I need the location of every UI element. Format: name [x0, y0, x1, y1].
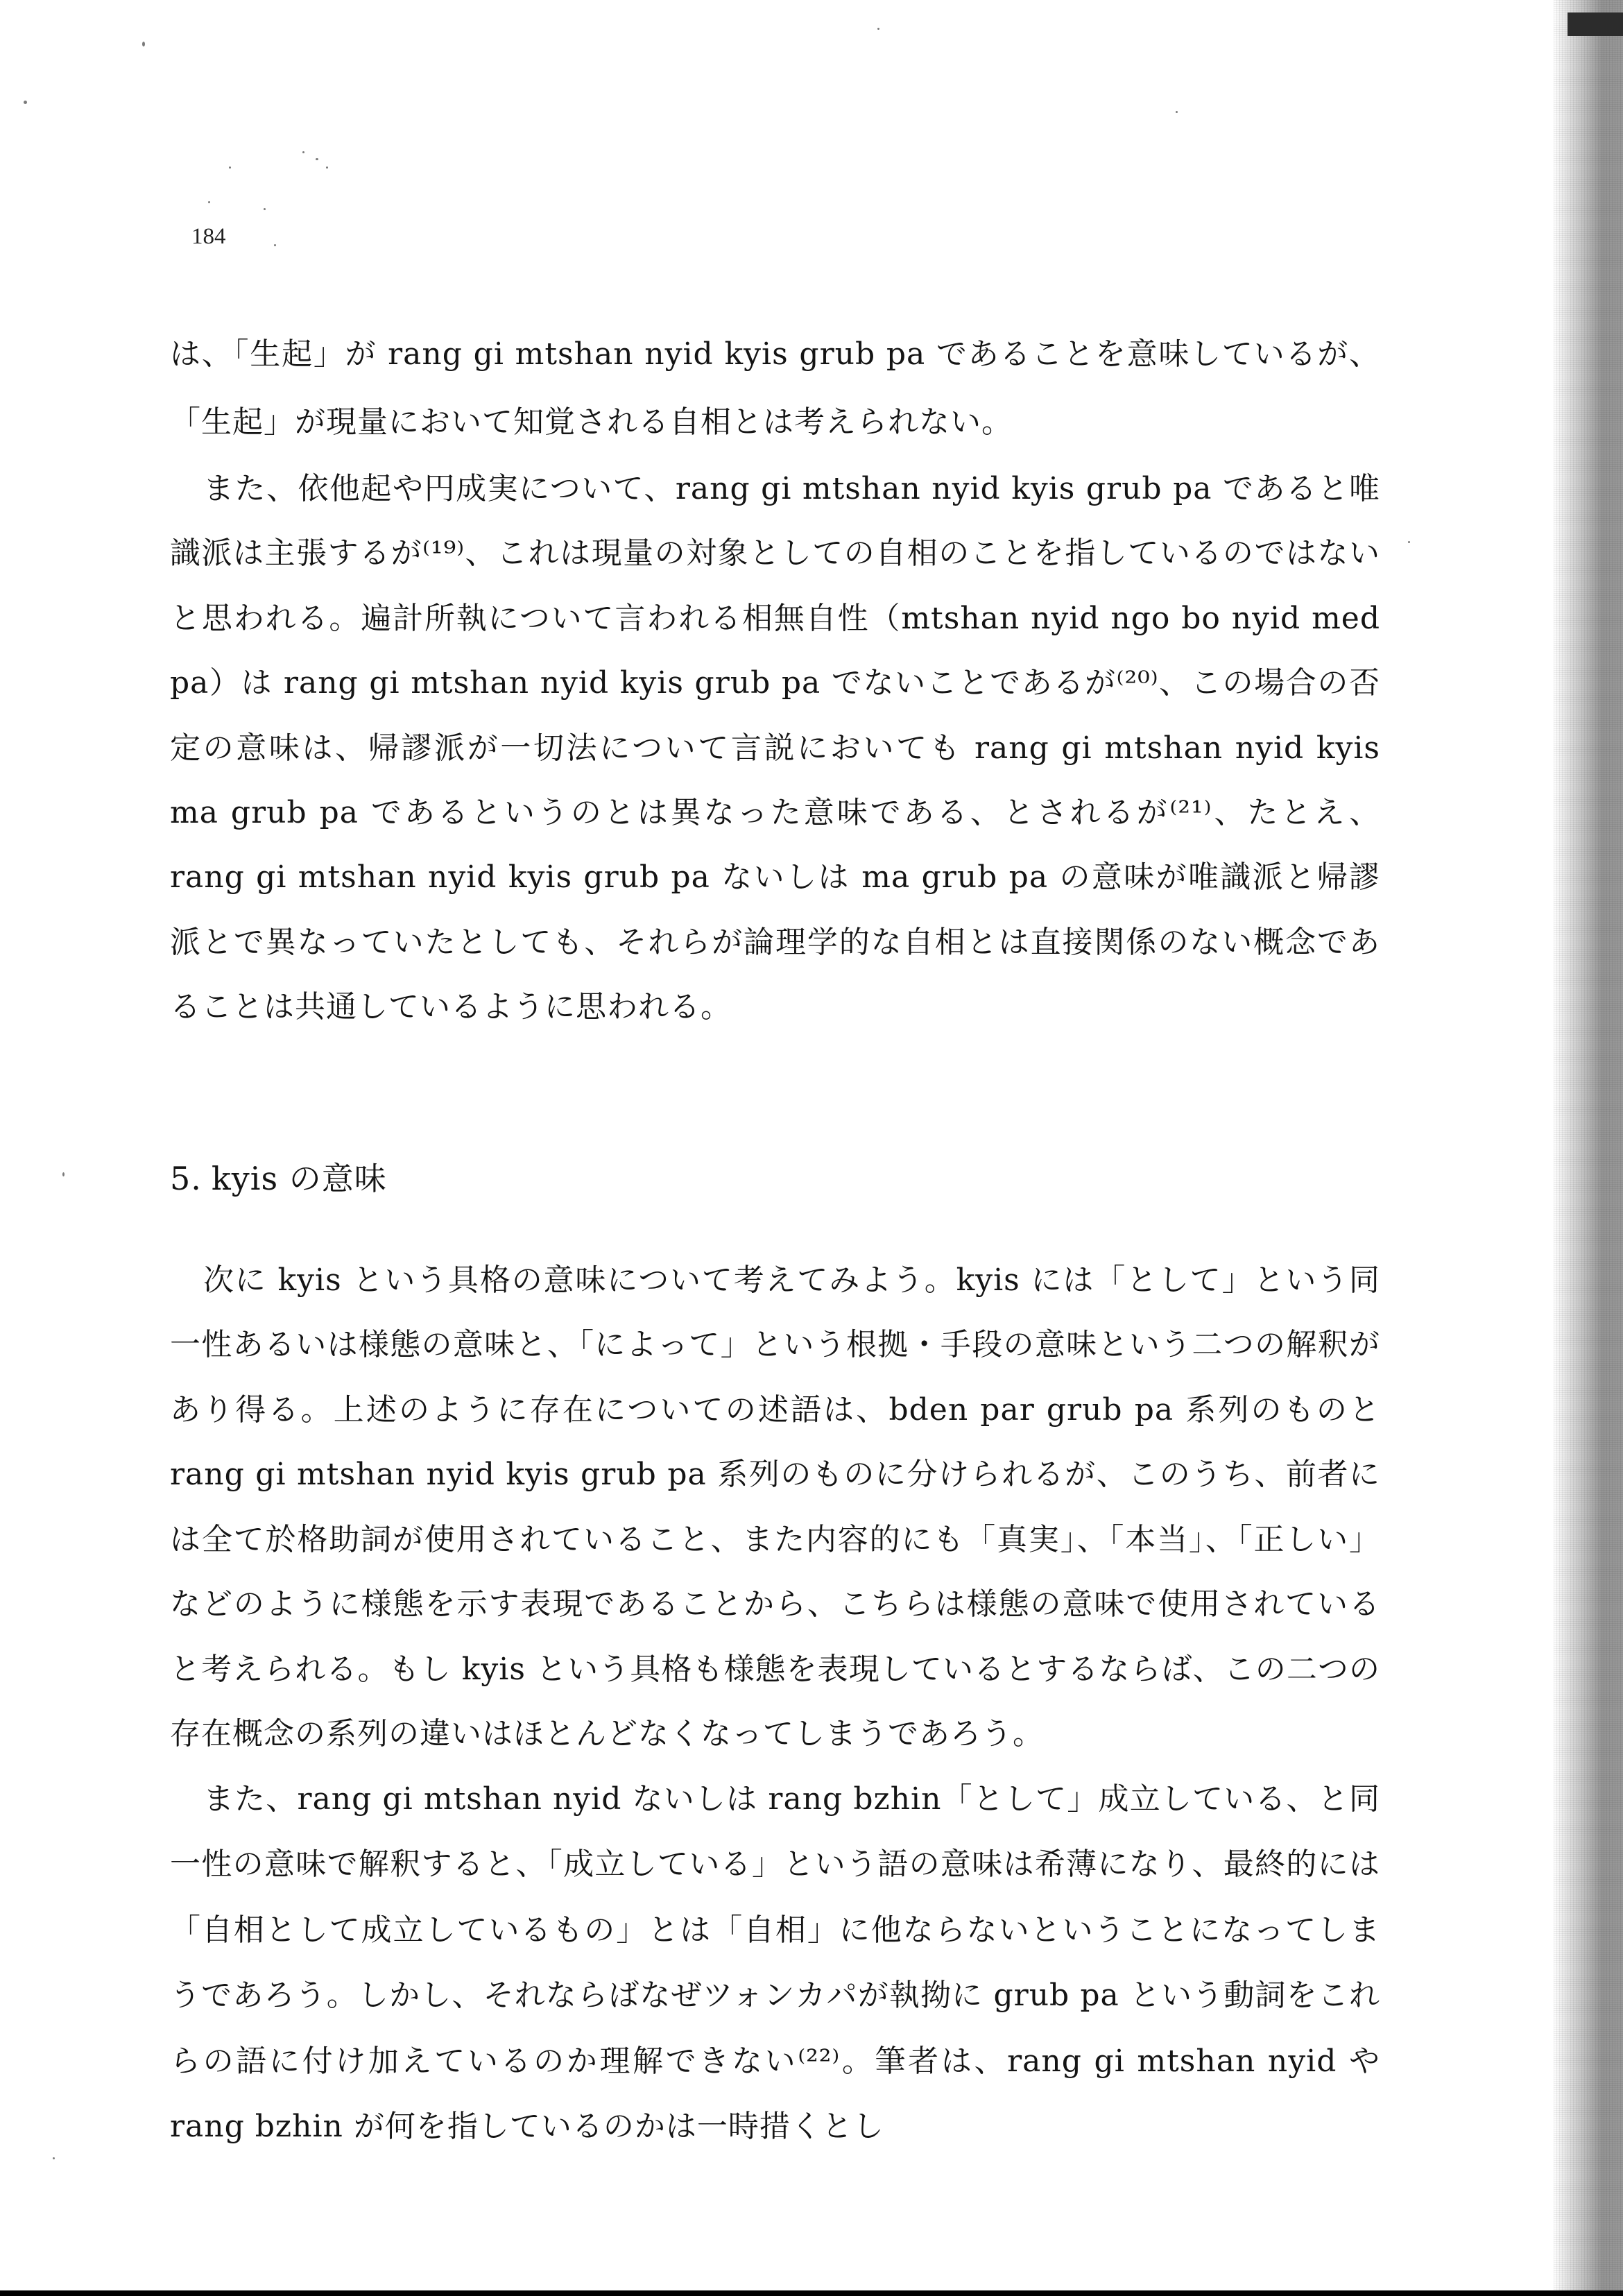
paragraph: また、依他起や円成実について、rang gi mtshan nyid kyis grub pa であると唯識派は主張するが⁽¹⁹⁾、これは現量の対象としての自相のことを指しているのではないと思われる。遍計所執について言われる相無自性（mtshan nyid ngo bo nyid med pa）は rang gi mtshan nyid kyis grub pa でないことであるが⁽²⁰⁾、この場合の否定の意味は、帰謬派が一切法について言説においても rang gi mtshan nyid kyis ma grub pa であるというのとは異なった意味である、とされるが⁽²¹⁾、たとえ、rang gi mtshan nyid kyis grub pa ないしは ma grub pa の意味が唯識派と帰謬派とで異なっていたとしても、それらが論理学的な自相とは直接関係のない概念であることは共通しているように思われる。 — [170, 471, 1380, 1025]
scan-shadow-edge — [1554, 0, 1623, 2296]
scan-bottom-edge — [0, 2290, 1623, 2296]
speckle — [264, 208, 266, 210]
page-number: 184 — [191, 224, 226, 249]
speckle — [62, 1172, 65, 1176]
speckle — [316, 158, 318, 160]
scan-shadow-corner — [1568, 12, 1623, 36]
speckle — [53, 2157, 55, 2159]
speckle — [274, 244, 276, 246]
speckle — [142, 42, 145, 46]
section-heading — [170, 1158, 1380, 1199]
speckle — [208, 201, 210, 203]
speckle — [302, 151, 304, 153]
speckle — [229, 166, 231, 169]
paragraph: 次に kyis という具格の意味について考えてみよう。kyis には「として」という同一性あるいは様態の意味と、「によって」という根拠・手段の意味という二つの解釈があり得る。上述のように存在についての述語は、bden par grub pa 系列のものと rang gi mtshan nyid kyis grub pa 系列のものに分けられるが、このうち、前者には全て於格助詞が使用されていること、また内容的にも「真実」、「本当」、「正しい」などのように様態を示す表現であることから、こちらは様態の意味で使用されていると考えられる。もし kyis という具格も様態を表現しているとするならば、この二つの存在概念の系列の違いはほとんどなくなってしまうであろう。 — [170, 1262, 1380, 1752]
paragraph: は、「生起」が rang gi mtshan nyid kyis grub pa であることを意味しているが、「生起」が現量において知覚される自相とは考えられない。 — [170, 336, 1380, 440]
section-number: 5. — [170, 1159, 202, 1197]
speckle — [326, 166, 328, 169]
speckle — [24, 101, 27, 104]
section-title: kyis の意味 — [211, 1159, 387, 1197]
paragraph: また、rang gi mtshan nyid ないしは rang bzhin「として」成立している、と同一性の意味で解釈すると、「成立している」という語の意味は希薄になり、最終的には「自相として成立しているもの」とは「自相」に他ならないということになってしまうであろう。しかし、それならばなぜツォンカパが執拗に grub pa という動詞をこれらの語に付け加えているのか理解できない⁽²²⁾。筆者は、rang gi mtshan nyid や rang bzhin が何を指しているのかは一時措くとし — [170, 1781, 1380, 2145]
speckle — [877, 28, 879, 30]
main-text — [170, 320, 1380, 2160]
speckle — [1176, 111, 1178, 113]
speckle — [1408, 541, 1410, 543]
